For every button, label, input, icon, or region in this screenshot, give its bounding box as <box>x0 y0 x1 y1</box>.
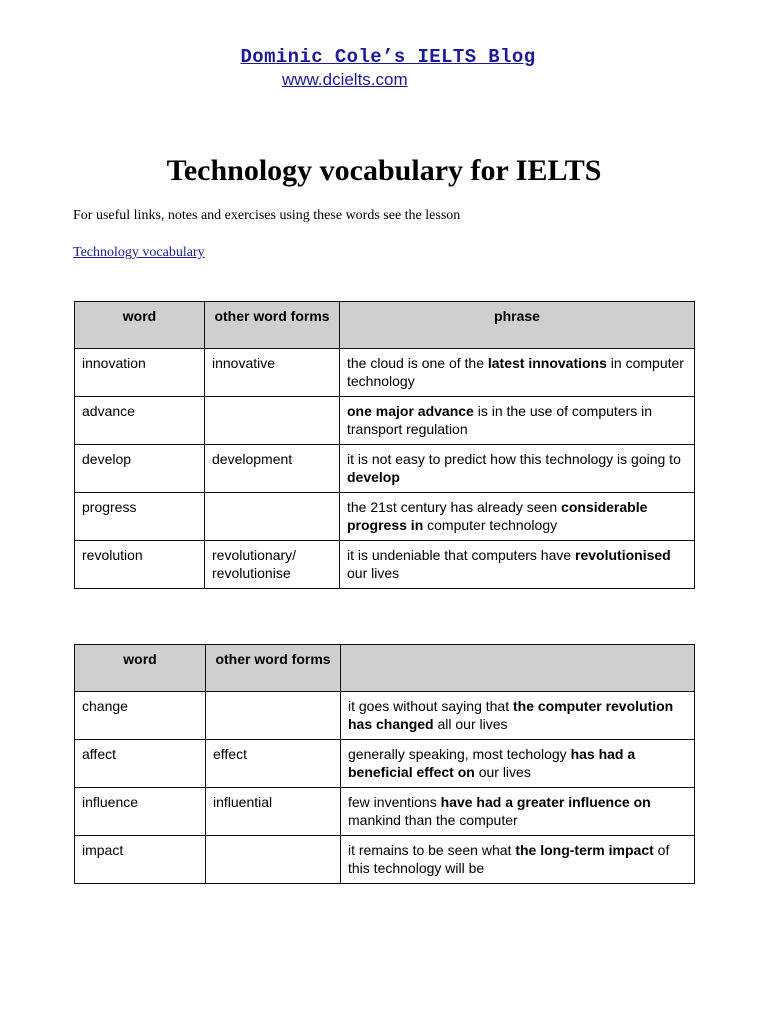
table-row <box>75 493 695 541</box>
table-header-row <box>75 645 695 692</box>
word-cell: affect <box>75 740 206 788</box>
blog-title-link[interactable]: Dominic Cole’s IELTS Blog <box>240 46 536 68</box>
table-row <box>75 740 695 788</box>
phrase-cell <box>340 349 695 397</box>
other-forms-cell: development <box>205 445 340 493</box>
table-row <box>75 397 695 445</box>
phrase-text: is in the use of computers in transport regulation <box>347 403 653 437</box>
page-title: Technology vocabulary for IELTS <box>166 154 602 187</box>
lesson-link[interactable]: Technology vocabulary <box>73 245 205 260</box>
other-forms-cell <box>205 397 340 445</box>
phrase-highlight: the long-term impact <box>515 842 654 858</box>
header-phrase <box>341 645 695 692</box>
other-forms-cell: revolutionary/ revolutionise <box>205 541 340 589</box>
phrase-text: the cloud is one of the <box>347 355 488 371</box>
table-row <box>75 349 695 397</box>
table-row <box>75 445 695 493</box>
phrase-text: the 21st century has already seen <box>347 499 562 515</box>
phrase-cell <box>340 445 695 493</box>
phrase-highlight: develop <box>347 468 400 485</box>
phrase-text: all our lives <box>433 715 508 732</box>
phrase-text: it goes without saying that <box>348 698 513 714</box>
header-word: word <box>75 645 206 692</box>
phrase-highlight: considerable progress in <box>347 499 648 533</box>
blog-url-link[interactable]: www.dcielts.com <box>282 70 408 89</box>
header-phrase: phrase <box>340 302 695 349</box>
header-other-word-forms: other word forms <box>206 645 341 692</box>
phrase-text: mankind than the computer <box>348 811 518 828</box>
table-header-row <box>75 302 695 349</box>
phrase-cell <box>340 541 695 589</box>
other-forms-cell: influential <box>206 788 341 836</box>
word-cell: change <box>75 692 206 740</box>
header-word: word <box>75 302 205 349</box>
table-row <box>75 692 695 740</box>
other-forms-cell <box>206 836 341 884</box>
phrase-text: our lives <box>474 763 531 780</box>
phrase-text: it remains to be seen what <box>348 842 516 858</box>
header-other-word-forms: other word forms <box>205 302 340 349</box>
phrase-cell <box>341 692 695 740</box>
phrase-highlight: latest innovations <box>487 355 607 371</box>
phrase-highlight: the computer revolution has changed <box>348 698 674 732</box>
vocabulary-table-2 <box>74 644 695 884</box>
phrase-cell <box>340 397 695 445</box>
phrase-text: in computer technology <box>347 355 684 389</box>
phrase-text: it is undeniable that computers have <box>347 547 576 563</box>
phrase-cell <box>340 493 695 541</box>
intro-text: For useful links, notes and exercises using these words see the lesson <box>73 208 461 223</box>
phrase-cell <box>341 740 695 788</box>
phrase-highlight: one major advance <box>347 403 474 419</box>
other-forms-cell <box>205 493 340 541</box>
word-cell: influence <box>75 788 206 836</box>
phrase-text: computer technology <box>423 516 558 533</box>
phrase-text: our lives <box>347 564 400 581</box>
phrase-text: of this technology will be <box>348 842 670 876</box>
word-cell: revolution <box>75 541 205 589</box>
phrase-cell <box>341 788 695 836</box>
phrase-highlight: has had a beneficial effect on <box>348 746 636 780</box>
phrase-text: generally speaking, most techology <box>348 746 571 762</box>
table-row <box>75 788 695 836</box>
phrase-text: few inventions <box>348 794 441 810</box>
table-row <box>75 836 695 884</box>
phrase-highlight: have had a greater influence on <box>440 794 651 810</box>
other-forms-cell: effect <box>206 740 341 788</box>
word-cell: impact <box>75 836 206 884</box>
word-cell: develop <box>75 445 205 493</box>
word-cell: advance <box>75 397 205 445</box>
vocabulary-table-1 <box>74 301 695 589</box>
other-forms-cell <box>206 692 341 740</box>
phrase-text: it is not easy to predict how this technology is going to <box>347 451 681 467</box>
phrase-cell <box>341 836 695 884</box>
table-row <box>75 541 695 589</box>
other-forms-cell: innovative <box>205 349 340 397</box>
phrase-highlight: revolutionised <box>575 547 671 563</box>
word-cell: progress <box>75 493 205 541</box>
word-cell: innovation <box>75 349 205 397</box>
